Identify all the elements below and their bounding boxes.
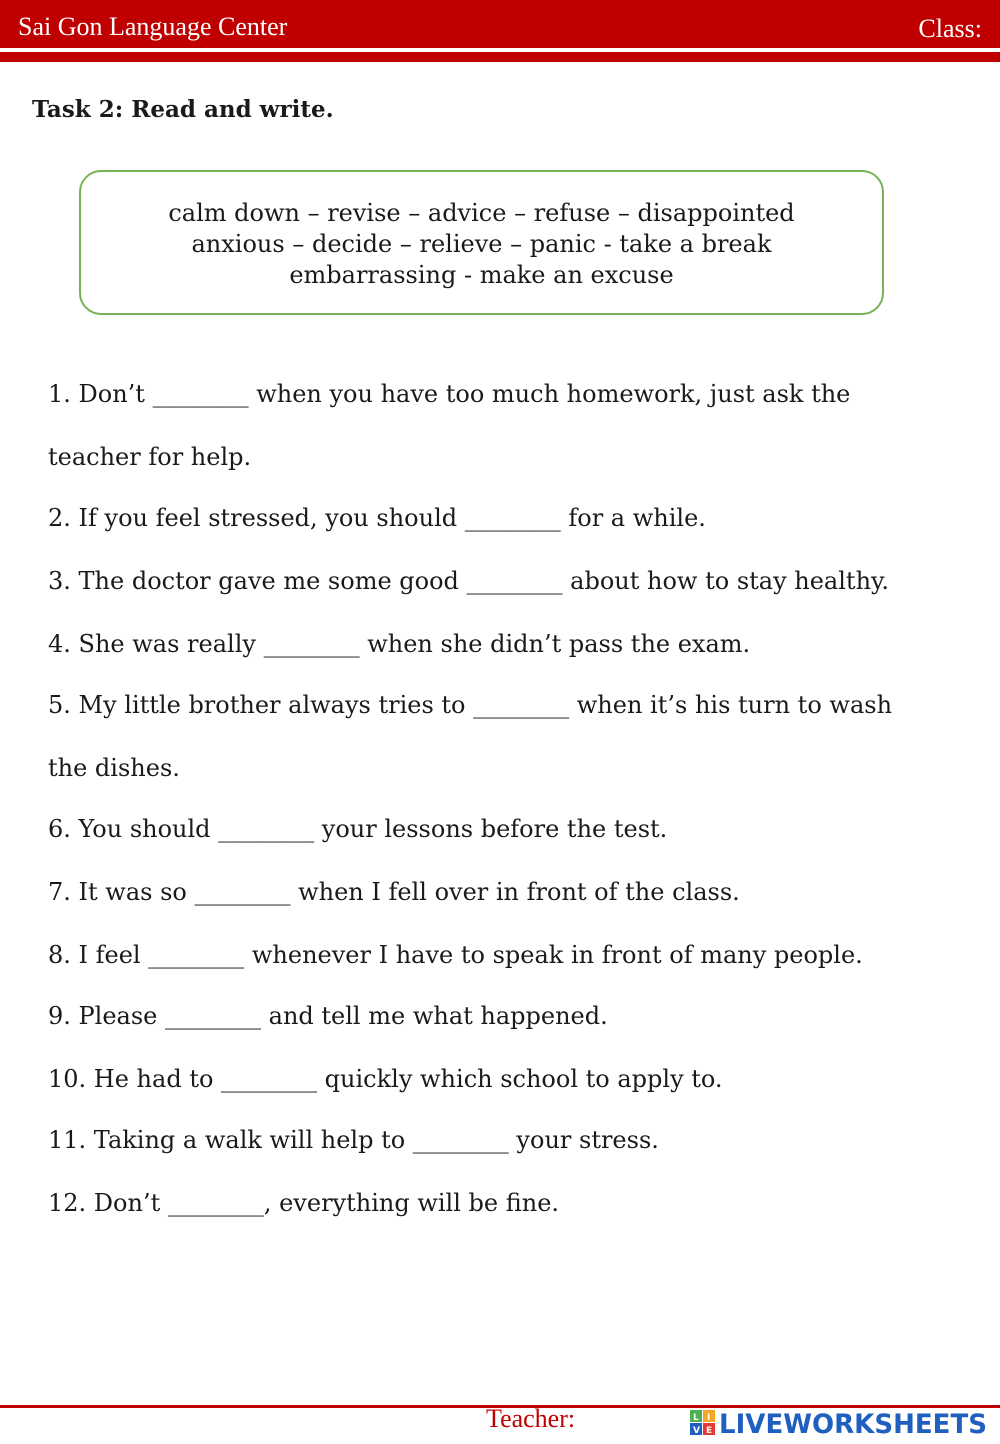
question-line: teacher for help. <box>48 443 252 471</box>
class-label: Class: <box>918 14 982 43</box>
question-line: 9. Please ________ and tell me what happened. <box>48 1002 608 1030</box>
question-line: 7. It was so ________ when I fell over in front of the class. <box>48 878 740 906</box>
question-line: 11. Taking a walk will help to ________ your stress. <box>48 1126 659 1154</box>
center-name: Sai Gon Language Center <box>18 12 288 41</box>
question-line: 8. I feel ________ whenever I have to speak in front of many people. <box>48 941 863 969</box>
word-bank-line: calm down – revise – advice – refuse – disappointed <box>168 199 795 227</box>
task-title: Task 2: Read and write. <box>32 96 334 123</box>
question-line: 6. You should ________ your lessons before the test. <box>48 815 668 843</box>
svg-text:V: V <box>693 1426 700 1436</box>
brand-text: LIVEWORKSHEETS <box>719 1409 987 1438</box>
question-line: 1. Don’t ________ when you have too much homework, just ask the <box>48 380 851 408</box>
word-bank-line: embarrassing - make an excuse <box>289 261 674 289</box>
word-bank-line: anxious – decide – relieve – panic - take a break <box>191 230 772 258</box>
liveworksheets-logo <box>690 1406 990 1438</box>
svg-text:L: L <box>693 1413 699 1423</box>
question-line: 5. My little brother always tries to ________ when it’s his turn to wash <box>48 691 893 719</box>
word-bank-box <box>79 170 884 315</box>
question-line: 4. She was really ________ when she didn’t pass the exam. <box>48 630 751 658</box>
question-line: 10. He had to ________ quickly which school to apply to. <box>48 1065 723 1093</box>
question-line: 3. The doctor gave me some good ________ about how to stay healthy. <box>48 567 890 595</box>
teacher-label: Teacher: <box>486 1404 576 1433</box>
header-divider <box>0 52 1000 62</box>
question-line: 2. If you feel stressed, you should ________ for a while. <box>48 504 706 532</box>
question-line: 12. Don’t ________, everything will be fine. <box>48 1189 560 1217</box>
liveworksheets-logo-icon <box>690 1410 715 1436</box>
question-line: the dishes. <box>48 754 180 782</box>
svg-text:I: I <box>707 1413 711 1423</box>
svg-text:E: E <box>706 1426 713 1436</box>
